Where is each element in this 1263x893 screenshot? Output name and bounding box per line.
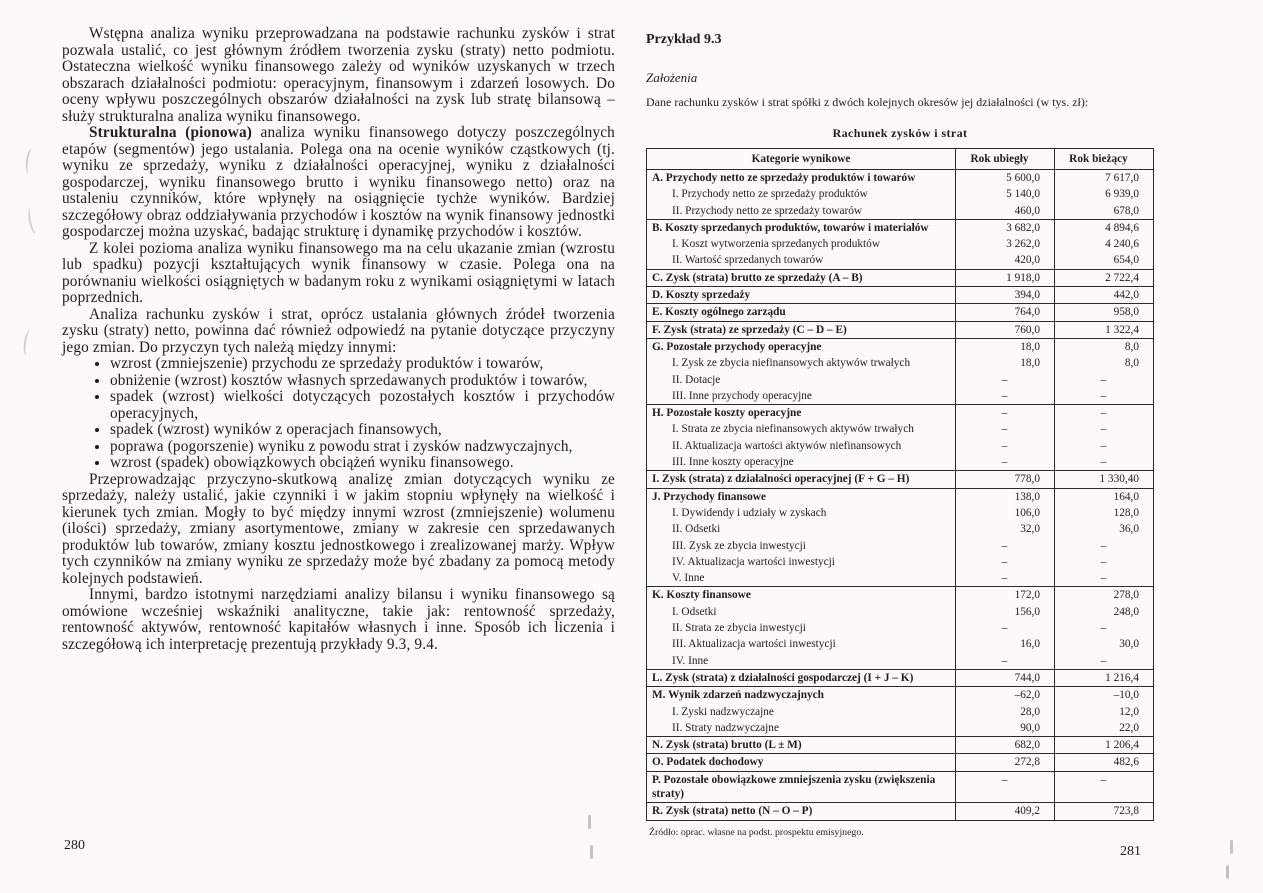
value-previous-year: 409,2 [956,803,1055,820]
value-previous-year: 28,0 [956,704,1055,720]
value-current-year: –10,0 [1055,687,1154,704]
paragraph: Wstępna analiza wyniku przeprowadzana na podstawie rachunku zysków i strat pozwala ustalić, co jest głównym źródłem tworzenia zysku (straty) netto podmiotu. Ostateczna wielkość wyniku finansowego zależy od wyników uzyskanych w trzech obszarach działalności podmiotu: operacyjnym, finansowym i zdarzeń losowych. Do oceny wpływu poszczególnych obszarów działalności na zysk lub stratę bilansową – służy strukturalna analiza wyniku finansowego. [62,25,615,125]
table-row [647,704,1154,720]
value-current-year: 958,0 [1055,304,1154,321]
source-note: Źródło: oprac. własne na podst. prospektu emisyjnego. [649,826,864,838]
value-current-year: 1 216,4 [1055,669,1154,686]
row-label: III. Inne przychody operacyjne [647,388,956,405]
value-previous-year: 682,0 [956,737,1055,754]
value-current-year: 723,8 [1055,803,1154,820]
row-label: O. Podatek dochodowy [647,754,956,771]
row-label: V. Inne [647,570,956,587]
value-previous-year: 778,0 [956,471,1055,488]
table-row [647,669,1154,686]
value-previous-year: – [956,570,1055,587]
table-row [647,236,1154,252]
value-current-year: 4 240,6 [1055,236,1154,252]
value-previous-year: 5 140,0 [956,186,1055,202]
right-page [646,32,1154,838]
value-current-year: 12,0 [1055,704,1154,720]
value-current-year: 278,0 [1055,587,1154,604]
table-row [647,219,1154,236]
left-page-blocks [62,26,615,653]
value-previous-year: – [956,372,1055,388]
value-previous-year: – [956,653,1055,670]
value-previous-year: 3 682,0 [956,219,1055,236]
value-previous-year: 460,0 [956,203,1055,220]
row-label: D. Koszty sprzedaży [647,287,956,304]
row-label: II. Wartość sprzedanych towarów [647,252,956,269]
value-previous-year: 16,0 [956,636,1055,652]
row-label: M. Wynik zdarzeń nadzwyczajnych [647,687,956,704]
value-current-year: 4 894,6 [1055,219,1154,236]
table-row [647,754,1154,771]
row-label: I. Koszt wytworzenia sprzedanych produktów [647,236,956,252]
value-previous-year: 744,0 [956,669,1055,686]
table-row [647,488,1154,505]
value-current-year: – [1055,620,1154,636]
scan-artifact [1230,840,1233,854]
value-previous-year: 764,0 [956,304,1055,321]
value-current-year: 2 722,4 [1055,269,1154,286]
row-label: I. Zysk ze zbycia niefinansowych aktywów trwałych [647,355,956,371]
row-label: II. Straty nadzwyczajne [647,720,956,737]
pl-table-body [647,170,1154,821]
paragraph: Z kolei pozioma analiza wyniku finansowego ma na celu ukazanie zmian (wzrostu lub spadku) pozycji kształtujących wynik finansowy w czasie. Polega ona na porównaniu wielkości osiągniętych w badanym roku z wynikami osiągniętymi w latach poprzednich. [62,239,615,306]
value-current-year: – [1055,554,1154,570]
value-current-year: 1 322,4 [1055,321,1154,338]
table-row [647,203,1154,220]
paragraph: Przeprowadzając przyczyno-skutkową analizę zmian dotyczących wyniku ze sprzedaży, należy ustalić, jakie czynniki i w jakim stopniu wpłynęły na wielkość i kierunek tych zmian. Mogły to być między innymi wzrost (zmniejszenie) wolumenu (ilości) sprzedaży, zmiany asortymentowe, zmiany w zakresie cen sprzedawanych produktów lub towarów, zmiany kosztu jednostkowego i zrealizowanej marży. Wpływ tych czynników na zmiany wyniku ze sprzedaży może być zbadany za pomocą metody kolejnych podstawień. [62,470,615,587]
value-current-year: 482,6 [1055,754,1154,771]
value-previous-year: – [956,554,1055,570]
table-row [647,355,1154,371]
scan-artifact [588,815,591,829]
scan-artifact [22,330,35,357]
col-header-current-year: Rok bieżący [1055,149,1154,170]
value-current-year: – [1055,438,1154,454]
table-row [647,505,1154,521]
row-label: II. Przychody netto ze sprzedaży towarów [647,203,956,220]
value-current-year: – [1055,405,1154,422]
table-row [647,304,1154,321]
row-label: I. Strata ze zbycia niefinansowych aktywów trwałych [647,421,956,437]
table-row [647,454,1154,471]
scan-artifact [24,148,37,175]
value-previous-year: 172,0 [956,587,1055,604]
value-current-year: 442,0 [1055,287,1154,304]
value-previous-year: – [956,454,1055,471]
table-row [647,687,1154,704]
table-row [647,538,1154,554]
bullet-list [62,356,615,472]
value-previous-year: – [956,620,1055,636]
value-current-year: 1 330,40 [1055,471,1154,488]
table-row [647,636,1154,652]
table-row [647,521,1154,537]
col-header-category: Kategorie wynikowe [647,149,956,170]
table-row [647,287,1154,304]
row-label: K. Koszty finansowe [647,587,956,604]
value-previous-year: 90,0 [956,720,1055,737]
row-label: III. Zysk ze zbycia inwestycji [647,538,956,554]
bullet-item: • spadek (wzrost) wielkości dotyczących pozostałych kosztów i przychodów operacyjnych, [110,389,615,422]
value-previous-year: 420,0 [956,252,1055,269]
table-row [647,438,1154,454]
row-label: I. Zyski nadzwyczajne [647,704,956,720]
value-previous-year: – [956,438,1055,454]
value-previous-year: –62,0 [956,687,1055,704]
value-current-year: 8,0 [1055,355,1154,371]
row-label: C. Zysk (strata) brutto ze sprzedaży (A – B) [647,269,956,286]
value-previous-year: – [956,538,1055,554]
table-row [647,771,1154,803]
value-current-year: – [1055,388,1154,405]
value-current-year: – [1055,421,1154,437]
bullet-item: • wzrost (zmniejszenie) przychodu ze sprzedaży produktów i towarów, [110,356,615,373]
table-row [647,186,1154,202]
value-previous-year: 272,8 [956,754,1055,771]
row-label: IV. Aktualizacja wartości inwestycji [647,554,956,570]
value-current-year: – [1055,570,1154,587]
table-header-row [647,149,1154,170]
example-heading: Przykład 9.3 [646,32,722,47]
row-label: E. Koszty ogólnego zarządu [647,304,956,321]
paragraph: Innymi, bardzo istotnymi narzędziami analizy bilansu i wyniku finansowego są omówione wcześniej wskaźniki analityczne, takie jak: rentowność sprzedaży, rentowność aktywów, rentowność kapitałów własnych i inne. Sposób ich liczenia i szczegółową ich interpretację prezentują przykłady 9.3, 9.4. [62,586,615,653]
row-label: III. Inne koszty operacyjne [647,454,956,471]
value-current-year: – [1055,454,1154,471]
table-row [647,321,1154,338]
scan-artifact [1226,865,1229,879]
row-label: II. Strata ze zbycia inwestycji [647,620,956,636]
row-label: I. Odsetki [647,604,956,620]
table-row [647,421,1154,437]
table-row [647,720,1154,737]
bullet-item: • poprawa (pogorszenie) wyniku z powodu strat i zysków nadzwyczajnych, [110,439,615,456]
table-title: Rachunek zysków i strat [832,126,968,140]
value-previous-year: 18,0 [956,355,1055,371]
scan-artifact [590,845,593,859]
paragraph: Analiza rachunku zysków i strat, oprócz ustalania głównych źródeł tworzenia zysku (straty) netto, powinna dać również odpowiedź na pytanie dotyczące przyczyny jego zmian. Do przyczyn tych należą między innymi: [62,305,615,356]
value-current-year: – [1055,653,1154,670]
row-label: G. Pozostałe przychody operacyjne [647,338,956,355]
value-current-year: 22,0 [1055,720,1154,737]
value-current-year: 164,0 [1055,488,1154,505]
row-label: N. Zysk (strata) brutto (L ± M) [647,737,956,754]
row-label: II. Aktualizacja wartości aktywów niefinansowych [647,438,956,454]
value-current-year: 128,0 [1055,505,1154,521]
value-previous-year: – [956,771,1055,803]
table-row [647,471,1154,488]
table-row [647,570,1154,587]
value-previous-year: – [956,421,1055,437]
value-current-year: 6 939,0 [1055,186,1154,202]
table-row [647,587,1154,604]
row-label: H. Pozostałe koszty operacyjne [647,405,956,422]
table-intro-text: Dane rachunku zysków i strat spółki z dwóch kolejnych okresów jej działalności (w tys. zł): [646,95,1089,109]
row-label: B. Koszty sprzedanych produktów, towarów i materiałów [647,219,956,236]
table-row [647,653,1154,670]
bullet-item: • spadek (wzrost) wyników z operacjach finansowych, [110,422,615,439]
value-previous-year: 760,0 [956,321,1055,338]
table-row [647,405,1154,422]
value-current-year: 654,0 [1055,252,1154,269]
scan-artifact [26,207,40,234]
value-previous-year: 106,0 [956,505,1055,521]
value-previous-year: 18,0 [956,338,1055,355]
value-previous-year: – [956,405,1055,422]
row-label: II. Dotacje [647,372,956,388]
value-current-year: 1 206,4 [1055,737,1154,754]
table-row [647,269,1154,286]
table-row [647,338,1154,355]
table-row [647,252,1154,269]
value-current-year: 248,0 [1055,604,1154,620]
row-label: A. Przychody netto ze sprzedaży produktów i towarów [647,170,956,187]
value-current-year: 678,0 [1055,203,1154,220]
assumptions-subheading: Założenia [646,70,698,85]
row-label: L. Zysk (strata) z działalności gospodarczej (I + J – K) [647,669,956,686]
table-row [647,372,1154,388]
bullet-item: • wzrost (spadek) obowiązkowych obciążeń wyniku finansowego. [110,455,615,472]
value-current-year: 36,0 [1055,521,1154,537]
row-label: IV. Inne [647,653,956,670]
value-current-year: – [1055,372,1154,388]
page-number-left: 280 [64,838,85,853]
table-row [647,604,1154,620]
value-previous-year: 1 918,0 [956,269,1055,286]
bullet-item: • obniżenie (wzrost) kosztów własnych sprzedawanych produktów i towarów, [110,373,615,390]
table-row [647,388,1154,405]
row-label: I. Dywidendy i udziały w zyskach [647,505,956,521]
row-label: R. Zysk (strata) netto (N – O – P) [647,803,956,820]
value-previous-year: – [956,388,1055,405]
table-row [647,620,1154,636]
value-previous-year: 138,0 [956,488,1055,505]
table-row [647,554,1154,570]
row-label: I. Przychody netto ze sprzedaży produktów [647,186,956,202]
page-number-right: 281 [1120,844,1141,859]
value-previous-year: 156,0 [956,604,1055,620]
value-previous-year: 3 262,0 [956,236,1055,252]
value-current-year: 30,0 [1055,636,1154,652]
value-previous-year: 32,0 [956,521,1055,537]
row-label: III. Aktualizacja wartości inwestycji [647,636,956,652]
row-label: P. Pozostałe obowiązkowe zmniejszenia zysku (zwiększenia straty) [647,771,956,803]
col-header-previous-year: Rok ubiegły [956,149,1055,170]
value-current-year: – [1055,771,1154,803]
value-current-year: 8,0 [1055,338,1154,355]
value-previous-year: 5 600,0 [956,170,1055,187]
profit-and-loss-table [646,148,1154,821]
value-current-year: 7 617,0 [1055,170,1154,187]
paragraph: Strukturalna (pionowa) analiza wyniku finansowego dotyczy poszczególnych etapów (segmentów) jego ustalania. Polega ona na ocenie wyników cząstkowych (tj. wyniku ze sprzedaży, wyniku z działalności operacyjnej, wyniku z działalności gospodarczej, wyniku finansowego brutto i wyniku finansowego netto) oraz na ustaleniu czynników, które wpłynęły na osiągnięcie tychże wyników. Bardziej szczegółowy obraz oddziaływania przychodów i kosztów na wynik finansowy jednostki gospodarczej można uzyskać, badając strukturę i dynamikę przychodów i kosztów. [62,124,615,240]
value-previous-year: 394,0 [956,287,1055,304]
table-row [647,803,1154,820]
row-label: I. Zysk (strata) z działalności operacyjnej (F + G – H) [647,471,956,488]
left-page [62,26,615,653]
value-current-year: – [1055,538,1154,554]
table-row [647,737,1154,754]
row-label: F. Zysk (strata) ze sprzedaży (C – D – E) [647,321,956,338]
table-row [647,170,1154,187]
row-label: J. Przychody finansowe [647,488,956,505]
row-label: II. Odsetki [647,521,956,537]
